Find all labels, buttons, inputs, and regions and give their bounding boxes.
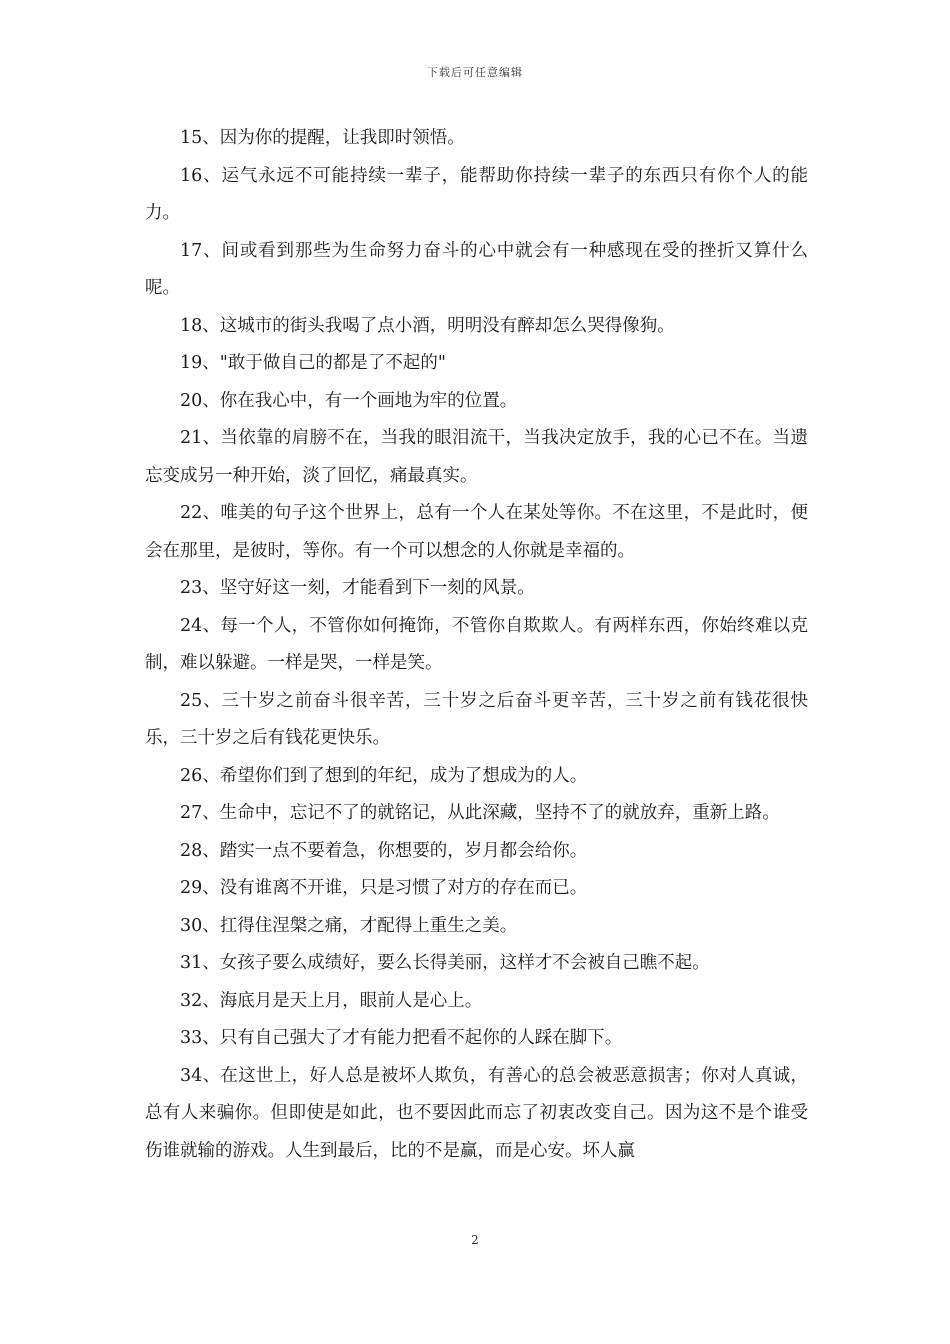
- paragraph: 26、希望你们到了想到的年纪，成为了想成为的人。: [180, 765, 588, 786]
- paragraph: 28、踏实一点不要着急，你想要的，岁月都会给你。: [180, 840, 588, 861]
- paragraph: 15、因为你的提醒，让我即时领悟。: [180, 128, 465, 148]
- paragraph: 33、只有自己强大了才有能力把看不起你的人踩在脚下。: [180, 1028, 623, 1048]
- paragraph: 27、生命中，忘记不了的就铭记，从此深藏，坚持不了的就放弃，重新上路。: [180, 803, 780, 823]
- paragraph: 18、这城市的街头我喝了点小酒，明明没有醉却怎么哭得像狗。: [180, 315, 675, 336]
- paragraph: 17、间或看到那些为生命努力奋斗的心中就会有一种感现在受的挫折又算什么呢。: [145, 240, 808, 298]
- paragraph: 34、在这世上，好人总是被坏人欺负，有善心的总会被恶意损害；你对人真诚，总有人来骗你。但即使是如此，也不要因此而忘了初衷改变自己。因为这不是个谁受伤谁就输的游戏。人生到最后，比的不是赢，而是心安。坏人赢: [145, 1065, 808, 1161]
- paragraph: 22、唯美的句子这个世界上，总有一个人在某处等你。不在这里，不是此时，便会在那里，是彼时，等你。有一个可以想念的人你就是幸福的。: [145, 503, 808, 561]
- paragraph: 23、坚守好这一刻，才能看到下一刻的风景。: [180, 578, 535, 598]
- paragraph: 16、运气永远不可能持续一辈子，能帮助你持续一辈子的东西只有你个人的能力。: [145, 165, 808, 223]
- page-header: 下载后可任意编辑: [427, 66, 523, 79]
- paragraph: 24、每一个人，不管你如何掩饰，不管你自欺欺人。有两样东西，你始终难以克制，难以躲避。一样是哭，一样是笑。: [145, 615, 808, 673]
- paragraph: 19、"敢于做自己的都是了不起的": [180, 353, 446, 373]
- paragraph: 30、扛得住涅槃之痛，才配得上重生之美。: [180, 915, 518, 936]
- paragraph: 32、海底月是天上月，眼前人是心上。: [180, 990, 483, 1011]
- paragraph: 20、你在我心中，有一个画地为牢的位置。: [180, 390, 518, 411]
- paragraph: 29、没有谁离不开谁，只是习惯了对方的存在而已。: [180, 878, 588, 898]
- paragraph: 25、三十岁之前奋斗很辛苦，三十岁之后奋斗更辛苦，三十岁之前有钱花很快乐，三十岁之后有钱花更快乐。: [145, 690, 808, 748]
- paragraph: 21、当依靠的肩膀不在，当我的眼泪流干，当我决定放手，我的心已不在。当遗忘变成另一种开始，淡了回忆，痛最真实。: [145, 428, 808, 486]
- page-number: 2: [471, 1233, 479, 1247]
- document-body: [145, 120, 808, 1170]
- paragraph: 31、女孩子要么成绩好，要么长得美丽，这样才不会被自己瞧不起。: [180, 953, 710, 973]
